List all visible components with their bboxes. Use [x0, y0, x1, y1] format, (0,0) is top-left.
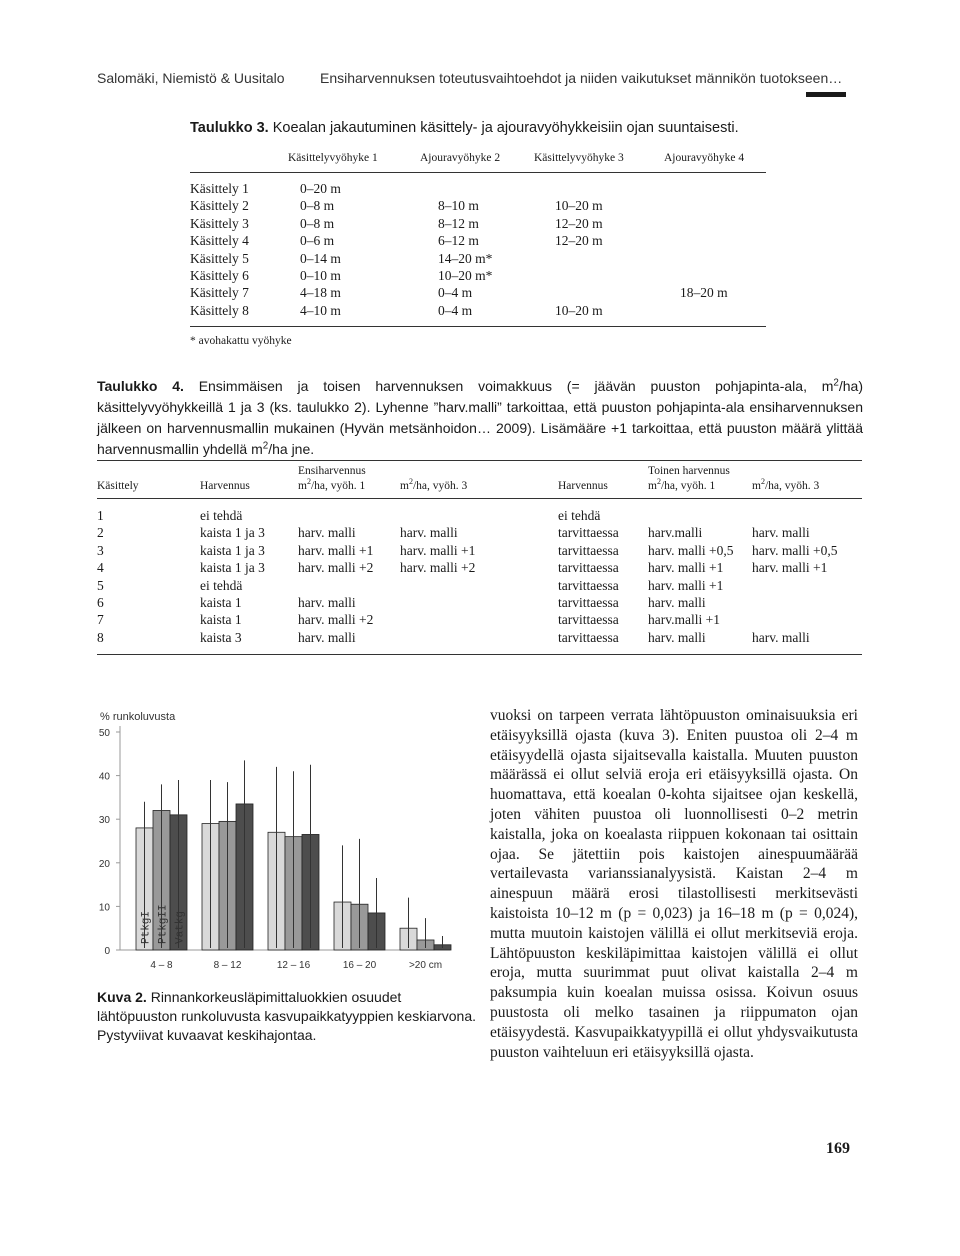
table4-col-harvennus-2: Harvennus [558, 480, 608, 492]
table3-cell: 4–10 m [300, 302, 341, 318]
table3-label: Taulukko 3. [190, 120, 269, 136]
table4-cell: harv. malli [400, 525, 458, 541]
table4-cell: harv. malli +1 [648, 560, 724, 576]
series-label-ptkgi: PtkgI [140, 910, 153, 944]
table4-cell: harv. malli [752, 525, 810, 541]
table4-cell: harv. malli +1 [648, 577, 724, 593]
table4-caption-p1: Ensimmäisen ja toisen harvennuksen voimakkuus (= jäävän puuston pohjapinta-ala, m [198, 378, 834, 394]
table4-cell: harv. malli [648, 595, 706, 610]
x-category-label: 16 – 20 [342, 960, 377, 971]
table3-cell: 10–20 m [555, 198, 603, 214]
table4-cell: tarvittaessa [558, 612, 619, 628]
table4-col-m2-zone3-second: $m^2/ha$, vyöh. 3 [752, 477, 820, 492]
y-axis-label: % runkoluvusta [100, 711, 176, 723]
table3-cell: 0–8 m [300, 215, 335, 231]
table3-col-4: Ajouravyöhyke 4 [664, 152, 745, 164]
table4-caption [97, 376, 863, 460]
table3-row-label: Käsittely 6 [190, 268, 249, 283]
table4-cell: tarvittaessa [558, 542, 619, 558]
x-category-label: 8 – 12 [213, 960, 242, 971]
table3-cell: 0–14 m [300, 250, 341, 266]
table4-caption-p2: /ha) käsittelyvyöhykkeillä 1 ja 3 (ks. taulukko 2). Lyhenne ”harv.malli” tarkoittaa, että puuston pohjapinta-ala ensiharvennuksen jälkeen on harvennusmallin mukainen (Hyvän metsänhoidon… 2009). Lisämääre +1 tarkoittaa, että puuston määrä ylittää harvennusmallin yhdellä m [97, 378, 863, 457]
table4-cell: ei tehdä [200, 508, 243, 523]
table3-caption-text: Koealan jakautuminen käsittely- ja ajouravyöhykkeisiin ojan suuntaisesti. [272, 120, 739, 136]
table3-cell: 0–4 m [438, 285, 473, 301]
table4-cell: harv. malli +2 [400, 560, 476, 576]
y-tick-label: 0 [104, 946, 110, 957]
table3-cell: 18–20 m [680, 285, 728, 301]
table4-row-label: 1 [97, 508, 104, 523]
y-tick-label: 10 [98, 902, 110, 914]
table4-top-rule [97, 460, 862, 461]
y-tick-label: 30 [98, 815, 110, 827]
running-header-title: Ensiharvennuksen toteutusvaihtoehdot ja niiden vaikutukset männikön tuotokseen… [320, 70, 843, 86]
table4-cell: harv. malli +1 [298, 542, 374, 558]
header-bar [806, 92, 846, 97]
table3-cell: 12–20 m [555, 233, 603, 249]
table3-cell: 12–20 m [555, 215, 603, 231]
figure2-label: Kuva 2. [97, 989, 147, 1005]
table4-cell: harv. malli [298, 595, 356, 610]
y-tick-label: 50 [98, 728, 110, 739]
table4-label: Taulukko 4. [97, 378, 184, 394]
table4-cell: tarvittaessa [558, 560, 619, 576]
table4-caption-sup1: 2 [833, 377, 839, 389]
table3-note: * avohakattu vyöhyke [190, 335, 292, 347]
table4-row-label: 8 [97, 629, 104, 645]
table4-cell: ei tehdä [200, 577, 243, 593]
table4-cell: kaista 3 [200, 629, 242, 645]
table3-row-label: Käsittely 7 [190, 285, 249, 301]
table3-cell: 14–20 m* [438, 250, 493, 266]
running-header-authors: Salomäki, Niemistö & Uusitalo [97, 70, 285, 86]
table4-group-ensiharvennus: Ensiharvennus [298, 465, 366, 477]
table3-cell: 8–12 m [438, 215, 479, 231]
table3-col-2: Ajouravyöhyke 2 [420, 152, 501, 164]
series-label-ptkgii: PtkgII [157, 904, 170, 944]
table4-cell: tarvittaessa [558, 577, 619, 593]
table4-cell: harv. malli [298, 629, 356, 645]
table4-row-label: 6 [97, 595, 104, 610]
table4-row-label: 4 [97, 560, 104, 576]
y-tick-label: 40 [98, 771, 110, 783]
table3-row-label: Käsittely 3 [190, 215, 249, 231]
table4-cell: ei tehdä [558, 508, 601, 523]
table4-cell: harv.malli +1 [648, 612, 720, 628]
table4-cell: harv. malli +0,5 [752, 542, 838, 558]
table3-row-label: Käsittely 8 [190, 302, 249, 318]
table3-cell: 4–18 m [300, 285, 341, 301]
table3-col-3: Käsittelyvyöhyke 3 [534, 152, 624, 164]
x-category-label: 12 – 16 [276, 960, 311, 971]
x-category-label: >20 cm [408, 960, 443, 971]
table4-row-label: 2 [97, 525, 104, 541]
table4-cell: kaista 1 [200, 612, 242, 628]
table4-group-toinen: Toinen harvennus [648, 465, 730, 477]
table3-row-label: Käsittely 4 [190, 233, 249, 249]
table3-cell: 0–20 m [300, 181, 341, 196]
figure2-bar-chart [80, 700, 470, 980]
table4-cell: tarvittaessa [558, 595, 619, 610]
table3-cell: 6–12 m [438, 233, 479, 249]
table3-cell: 10–20 m* [438, 268, 493, 283]
table3-cell: 8–10 m [438, 198, 479, 214]
table4-cell: harv. malli +1 [400, 542, 476, 558]
table3-bottom-rule [190, 326, 766, 327]
table3-row-label: Käsittely 5 [190, 250, 249, 266]
table3-cell: 0–4 m [438, 302, 473, 318]
table4-cell: harv. malli [752, 629, 810, 645]
table4-col-m2-zone3-first: $m^2/ha$, vyöh. 3 [400, 477, 468, 492]
table4-bottom-rule [97, 654, 862, 655]
table4-col-harvennus-1: Harvennus [200, 480, 250, 492]
table4-row-label: 3 [97, 542, 104, 558]
table4-cell: harv. malli [298, 525, 356, 541]
table4-cell: harv. malli +2 [298, 560, 374, 576]
table4-cell: harv. malli +2 [298, 612, 374, 628]
table4-row-label: 7 [97, 612, 104, 628]
table4-cell: harv. malli +1 [752, 560, 828, 576]
table4-cell: kaista 1 ja 3 [200, 525, 265, 541]
table4-cell: tarvittaessa [558, 629, 619, 645]
table4-cell: harv. malli +0,5 [648, 542, 734, 558]
table4-header-rule [97, 498, 862, 499]
y-tick-label: 20 [98, 858, 110, 870]
table3-cell: 0–6 m [300, 233, 335, 249]
series-label-vatkg: Vatkg [174, 910, 187, 944]
table4-cell: harv.malli [648, 525, 703, 541]
page-number: 169 [826, 1140, 850, 1157]
table3-row-label: Käsittely 1 [190, 181, 249, 196]
body-paragraph: vuoksi on tarpeen verrata lähtöpuuston ominaisuuksia eri etäisyyksillä ojasta (kuva 3). Eniten puustoa oli 2–4 m etäisyydellä ojasta sijaitsevalla kaistalla. Muuten puuston määrässä ei ollut selviä eroja eri etäisyyksillä ojasta. On huomattava, että koealan 0-kohta sijaitsee ojan keskellä, joten vähiten puustoa oli luonnollisesti 0–2 metrin kaistalla, joka on koealasta riippuen kokonaan tai osittain ojaa. Se jätettiin pois kaistojen ainespuumäärää vertailevasta varianssianalyysistä. Kaistan 2–4 m ainespuun määrä erosi tilastollisesti merkitsevästi kaistoista 10–12 m (p = 0,023) ja 16–18 m (p = 0,024), mutta muutoin kaistojen välillä ei ollut merkitseviä eroja. Lähtöpuuston keskiläpimittaa kaistojen välillä ei ollut eroja, mutta suurimmat puut olivat kaistalla 2–4 m paksumpia kuin koealan muissa osissa. Koivun osuus puustosta oli melko tasainen ja riippumaton ojan etäisyydestä. Kasvupaikkatyypillä ei ollut yhdysvaikutusta puuston vaihteluun eri etäisyyksillä ojasta. [490, 707, 858, 1061]
table3-col-1: Käsittelyvyöhyke 1 [288, 152, 378, 164]
table3-header-rule [190, 172, 766, 173]
table3-cell: 0–8 m [300, 198, 335, 214]
table4-caption-sup2: 2 [262, 440, 269, 452]
table4-col-m2-zone1-second: $m^2/ha$, vyöh. 1 [648, 477, 716, 492]
x-category-label: 4 – 8 [150, 960, 173, 971]
table3-row-label: Käsittely 2 [190, 198, 249, 214]
table3-cell: 0–10 m [300, 268, 341, 283]
table3-caption [190, 120, 739, 136]
table4-row-label: 5 [97, 577, 104, 593]
table4-cell: kaista 1 ja 3 [200, 542, 265, 558]
table4-cell: tarvittaessa [558, 525, 619, 541]
table4-caption-p3: /ha jne. [268, 441, 315, 457]
table4-cell: harv. malli [648, 629, 706, 645]
table4-cell: kaista 1 ja 3 [200, 560, 265, 576]
table4-col-m2-zone1-first: $m^2/ha$, vyöh. 1 [298, 477, 366, 492]
table4-cell: kaista 1 [200, 595, 242, 610]
table4-col-kasittely: Käsittely [97, 480, 139, 492]
figure2-caption [97, 988, 477, 1045]
table3-cell: 10–20 m [555, 302, 603, 318]
figure2-caption-text: Rinnankorkeusläpimittaluokkien osuudet lähtöpuuston runkoluvusta kasvupaikkatyyppien keskiarvona. Pystyviivat kuvaavat keskihajontaa. [97, 989, 477, 1043]
